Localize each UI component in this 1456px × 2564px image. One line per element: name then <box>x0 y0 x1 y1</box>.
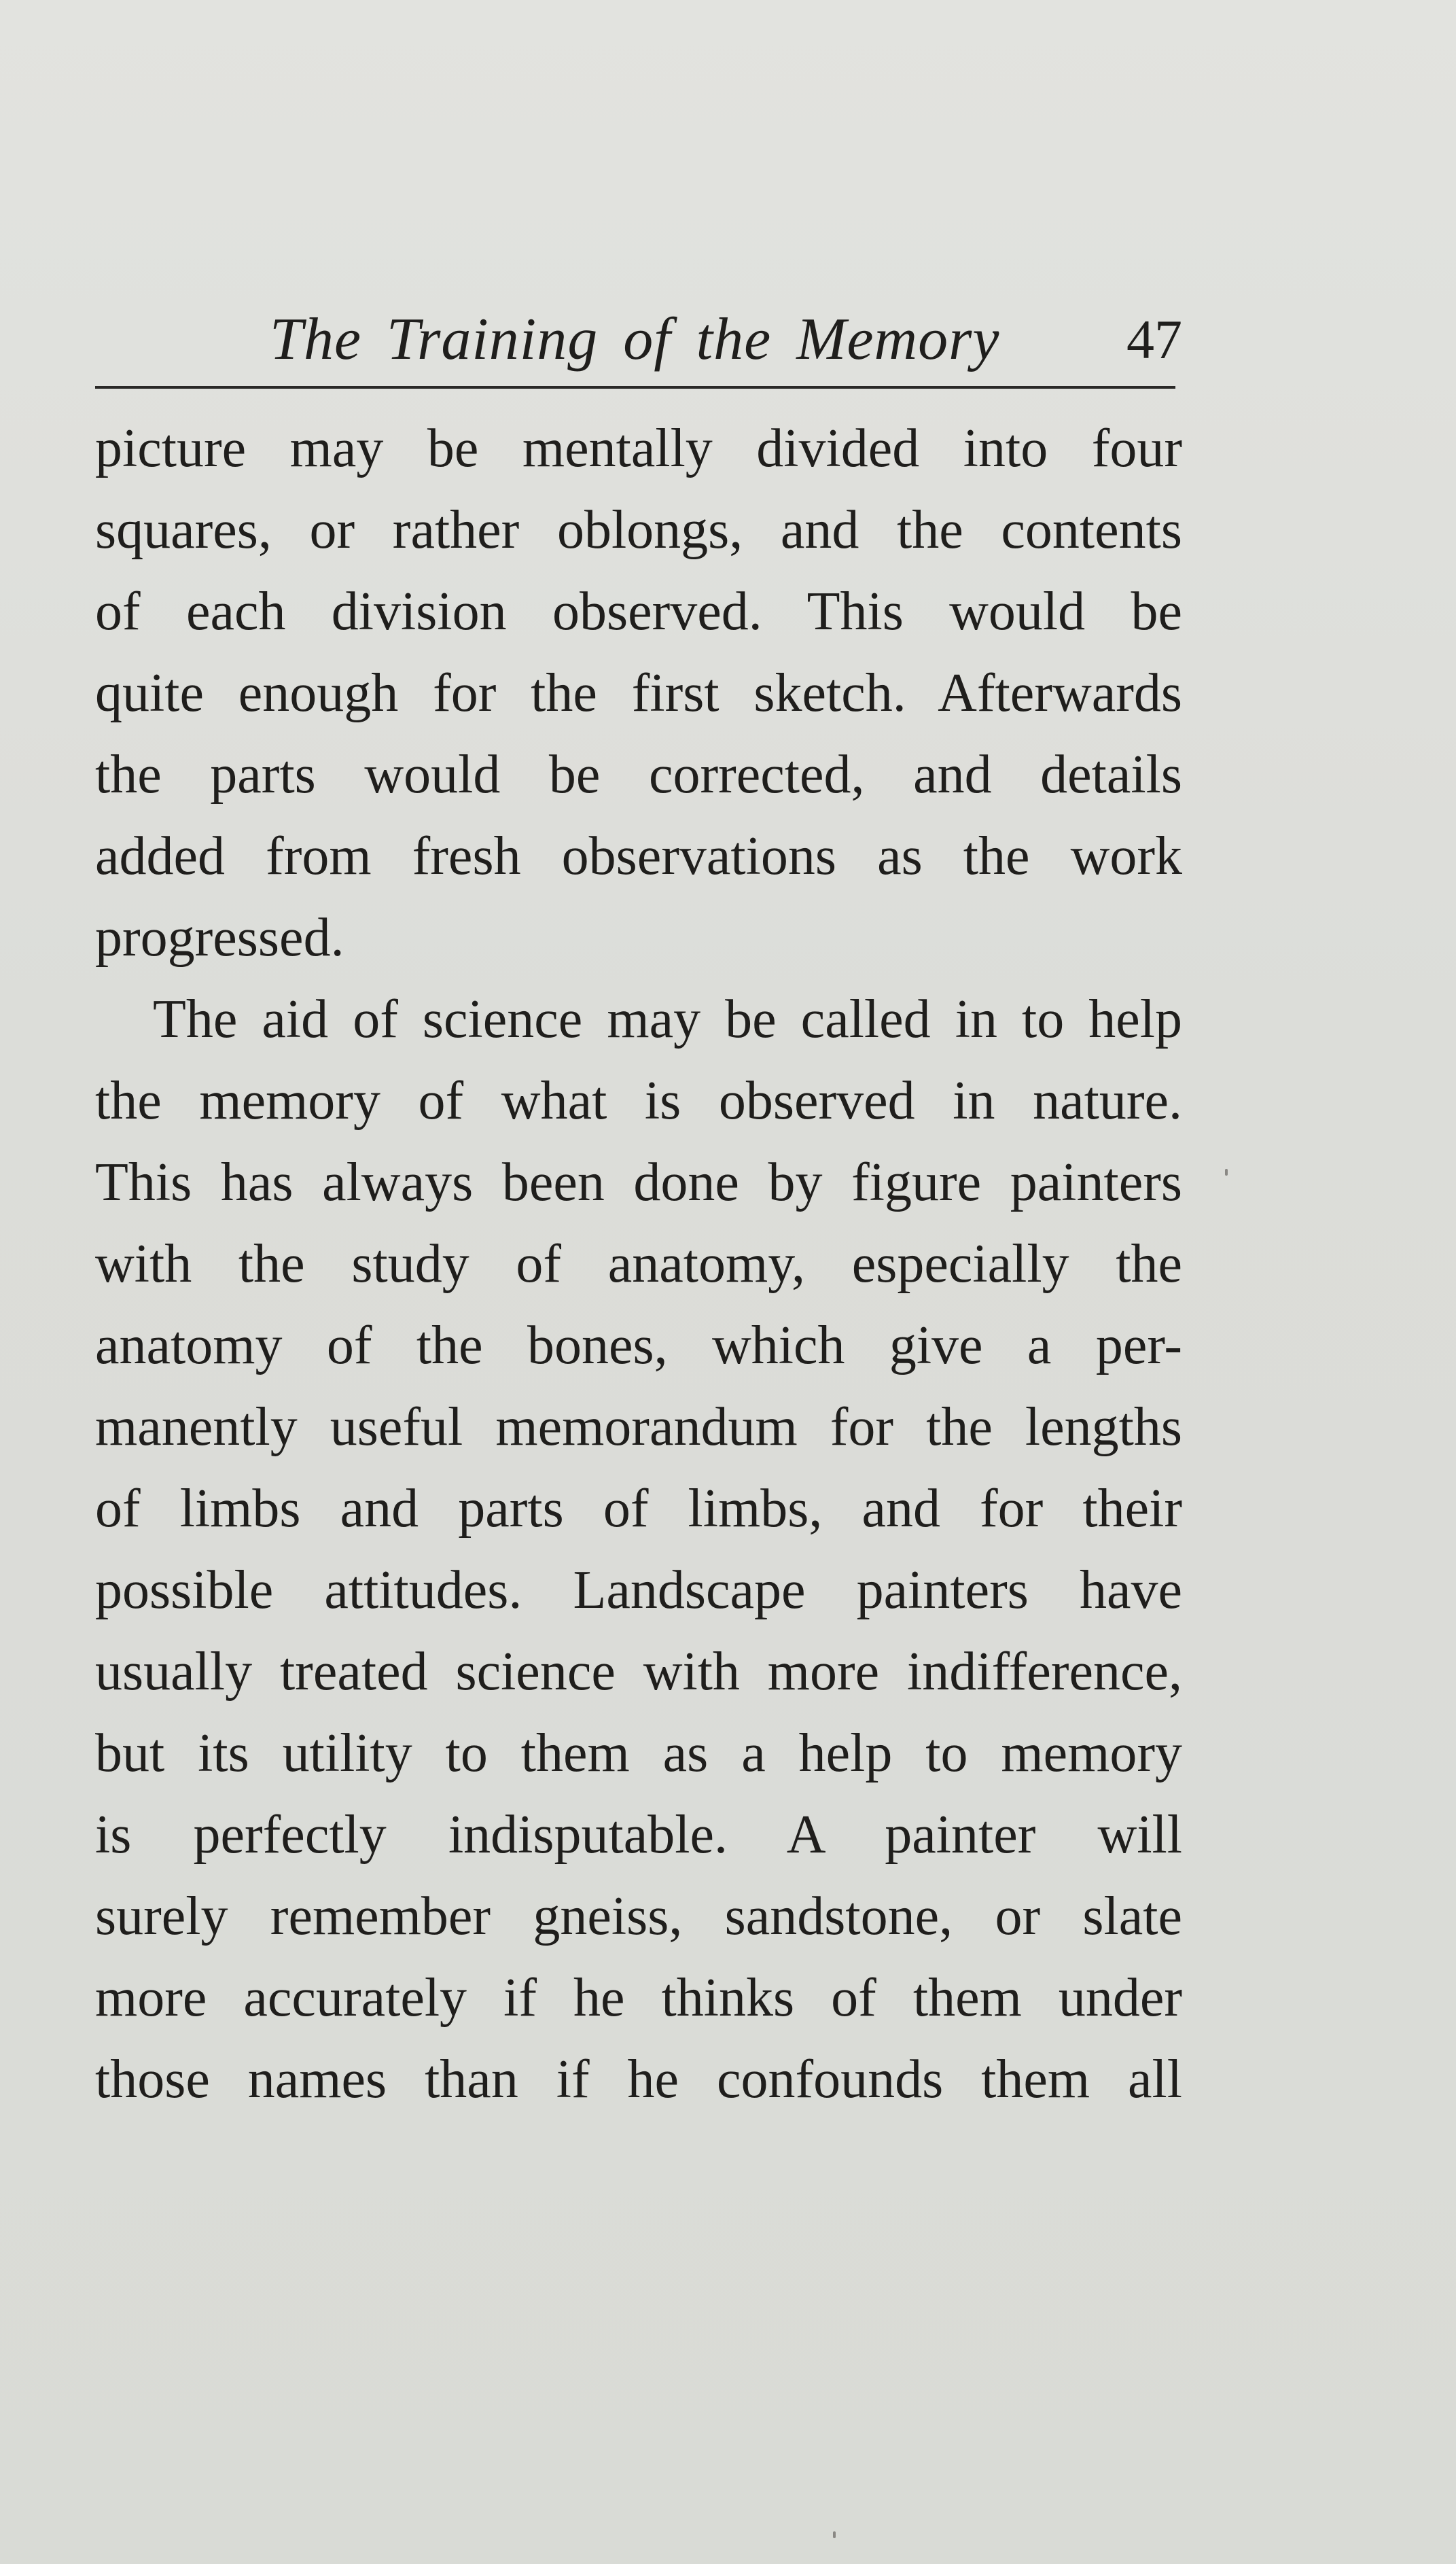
text-line: This has always been done by figure painters <box>95 1153 1182 1212</box>
page-number: 47 <box>1126 309 1182 370</box>
text-line: squares, or rather oblongs, and the contents <box>95 500 1182 560</box>
text-line: of limbs and parts of limbs, and for their <box>95 1479 1182 1539</box>
text-line: of each division observed. This would be <box>95 582 1182 642</box>
text-line: the parts would be corrected, and details <box>95 745 1182 805</box>
text-line: added from fresh observations as the work <box>95 826 1182 886</box>
text-line: more accurately if he thinks of them under <box>95 1968 1182 2028</box>
text-line: those names than if he confounds them all <box>95 2050 1182 2109</box>
text-line: anatomy of the bones, which give a per- <box>95 1316 1182 1375</box>
header-rule <box>95 386 1175 389</box>
paragraph-end-line: progressed. <box>95 908 344 968</box>
paragraph-start-line: The aid of science may be called in to help <box>153 989 1182 1049</box>
paper-speck <box>1225 1169 1228 1176</box>
text-line: quite enough for the first sketch. Afterwards <box>95 663 1182 723</box>
text-line: but its utility to them as a help to memory <box>95 1723 1182 1783</box>
running-title: The Training of the Memory <box>270 306 1000 372</box>
body-text <box>95 408 1182 2120</box>
text-line: manently useful memorandum for the lengths <box>95 1397 1182 1457</box>
running-head <box>95 292 1182 387</box>
text-line: usually treated science with more indifference, <box>95 1642 1182 1702</box>
text-line: picture may be mentally divided into four <box>95 419 1182 478</box>
text-line: with the study of anatomy, especially the <box>95 1234 1182 1294</box>
text-line: the memory of what is observed in nature. <box>95 1071 1182 1131</box>
text-line: possible attitudes. Landscape painters have <box>95 1560 1182 1620</box>
text-line: is perfectly indisputable. A painter will <box>95 1805 1182 1865</box>
paper-speck <box>833 2531 836 2538</box>
text-line: surely remember gneiss, sandstone, or slate <box>95 1886 1182 1946</box>
